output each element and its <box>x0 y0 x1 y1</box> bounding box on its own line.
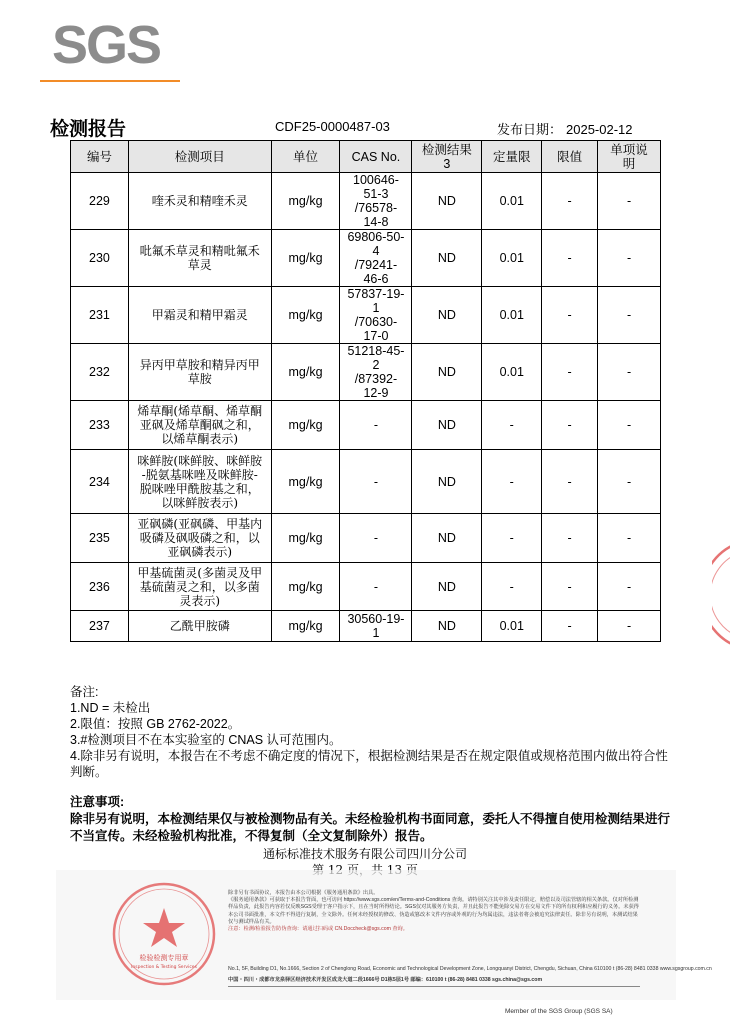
cell-loq: - <box>482 563 542 611</box>
cell-item: 甲霜灵和精甲霜灵 <box>128 287 271 344</box>
table-row <box>71 401 661 450</box>
notes-heading: 备注: <box>70 685 99 699</box>
cell-loq: 0.01 <box>482 173 542 230</box>
cell-result: ND <box>412 514 482 563</box>
logo-underline <box>40 80 180 82</box>
cell-cas: - <box>340 514 412 563</box>
cell-no: 230 <box>71 230 129 287</box>
cell-note: - <box>598 287 661 344</box>
footer-address-cn: 中国・四川・成都市龙泉驿区经济技术开发区成龙大道二段1666号 D1栋5层1号 邮编：610100 t (86-28) 8481 0338 sgs.china@sgs.com <box>228 977 543 983</box>
cell-unit: mg/kg <box>271 287 340 344</box>
col-no-header: 编号 <box>71 141 129 173</box>
sgs-logo <box>52 15 170 82</box>
cell-loq: - <box>482 450 542 514</box>
cell-item: 烯草酮(烯草酮、烯草酮 亚砜及烯草酮砜之和， 以烯草酮表示) <box>128 401 271 450</box>
cell-cas: 30560-19- 1 <box>340 611 412 642</box>
cell-loq: 0.01 <box>482 344 542 401</box>
edge-seal-fragment <box>712 540 730 650</box>
table-row <box>71 173 661 230</box>
cell-no: 233 <box>71 401 129 450</box>
cell-loq: 0.01 <box>482 287 542 344</box>
cell-item: 乙酰甲胺磷 <box>128 611 271 642</box>
cell-result: ND <box>412 401 482 450</box>
cell-unit: mg/kg <box>271 514 340 563</box>
col-limit-header: 限值 <box>542 141 598 173</box>
footer-address-en: No.1, 5F, Building D1, No.1666, Section 2 of Chenglong Road, Economic and Technological Development Zone, Longquanyi District, Chengdu, Sichuan, China 610100 t (86-28) 8481 0338 www.sgsgroup.com.cn <box>228 966 712 972</box>
attention-section <box>70 794 670 845</box>
cell-loq: 0.01 <box>482 230 542 287</box>
issue-date <box>497 119 633 139</box>
col-unit-header: 单位 <box>271 141 340 173</box>
cell-unit: mg/kg <box>271 611 340 642</box>
cell-cas: 57837-19- 1 /70630- 17-0 <box>340 287 412 344</box>
cell-limit: - <box>542 450 598 514</box>
attention-text: 除非另有说明，本检测结果仅与被检测物品有关。未经检验机构书面同意，委托人不得擅自使用检测结果进行不当宣传。未经检验机构批准，不得复制（全文复制除外）报告。 <box>70 812 671 843</box>
footer-divider <box>228 986 640 987</box>
seal-text: 检验检测专用章 <box>139 954 189 962</box>
cell-loq: 0.01 <box>482 611 542 642</box>
cell-note: - <box>598 230 661 287</box>
cell-cas: - <box>340 450 412 514</box>
footer-terms <box>228 890 640 933</box>
cell-cas: - <box>340 563 412 611</box>
table-row <box>71 230 661 287</box>
table-row <box>71 344 661 401</box>
table-row <box>71 450 661 514</box>
cell-limit: - <box>542 287 598 344</box>
cell-note: - <box>598 450 661 514</box>
cell-limit: - <box>542 173 598 230</box>
col-cas-header: CAS No. <box>340 141 412 173</box>
cell-limit: - <box>542 611 598 642</box>
cell-limit: - <box>542 344 598 401</box>
cell-no: 229 <box>71 173 129 230</box>
cell-note: - <box>598 563 661 611</box>
col-item-header: 检测项目 <box>128 141 271 173</box>
col-result-header: 检测结果 3 <box>412 141 482 173</box>
attention-heading: 注意事项: <box>70 795 125 809</box>
col-loq-header: 定量限 <box>482 141 542 173</box>
report-title: 检测报告 <box>50 119 127 140</box>
company-name: 通标标准技术服务有限公司四川分公司 <box>262 847 467 861</box>
cell-item: 甲基硫菌灵(多菌灵及甲 基硫菌灵之和，以多菌 灵表示) <box>128 563 271 611</box>
table-row <box>71 287 661 344</box>
table-row <box>71 563 661 611</box>
cell-no: 236 <box>71 563 129 611</box>
results-table <box>70 140 661 642</box>
cell-loq: - <box>482 401 542 450</box>
cell-limit: - <box>542 514 598 563</box>
cell-result: ND <box>412 344 482 401</box>
cell-no: 231 <box>71 287 129 344</box>
table-body <box>71 173 661 642</box>
cell-result: ND <box>412 173 482 230</box>
cell-unit: mg/kg <box>271 344 340 401</box>
cell-cas: 51218-45- 2 /87392- 12-9 <box>340 344 412 401</box>
cell-limit: - <box>542 230 598 287</box>
footer-line-3: 注意：检测/检验报告防伪查询：请通过扫码或 CN.Doccheck@sgs.com 查询。 <box>228 926 408 933</box>
note-line-2: 2.限值：按照 GB 2762-2022。 <box>70 717 241 731</box>
date-label: 发布日期： <box>497 122 563 137</box>
cell-no: 234 <box>71 450 129 514</box>
cell-cas: 100646- 51-3 /76578- 14-8 <box>340 173 412 230</box>
cell-item: 喹禾灵和精喹禾灵 <box>128 173 271 230</box>
cell-item: 咪鲜胺(咪鲜胺、咪鲜胺 -脱氨基咪唑及咪鲜胺- 脱咪唑甲酰胺基之和， 以咪鲜胺表示) <box>128 450 271 514</box>
cell-result: ND <box>412 287 482 344</box>
cell-note: - <box>598 401 661 450</box>
col-note-header: 单项说 明 <box>598 141 661 173</box>
seal-subtext: Inspection & Testing Services <box>131 965 197 970</box>
report-number: CDF25-0000487-03 <box>275 119 390 134</box>
company-seal <box>110 880 218 988</box>
cell-note: - <box>598 173 661 230</box>
cell-unit: mg/kg <box>271 401 340 450</box>
date-value: 2025-02-12 <box>566 122 633 137</box>
table-header-row <box>71 141 661 173</box>
cell-no: 232 <box>71 344 129 401</box>
cell-unit: mg/kg <box>271 173 340 230</box>
note-line-3: 3.#检测项目不在本实验室的 CNAS 认可范围内。 <box>70 733 342 747</box>
cell-unit: mg/kg <box>271 563 340 611</box>
logo-text: SGS <box>52 15 161 75</box>
cell-result: ND <box>412 611 482 642</box>
table-row <box>71 611 661 642</box>
cell-loq: - <box>482 514 542 563</box>
cell-result: ND <box>412 563 482 611</box>
cell-note: - <box>598 514 661 563</box>
cell-limit: - <box>542 563 598 611</box>
footer-line-2: 《服务通用条款》可获取于本报告背面，也可访问 https://www.sgs.com/en/Terms-and-Conditions 查询。请特别关注其中涉及责任限定、赔偿以及司法管辖的相关条款。仅对所检测样品负责，此报告内容若仅反映SGS受理于客户指示下，且在当时所得结论。SGS仅对其服务方负责，并且此报告不能免除交易方在交易文件下的所有权利和应履行的义务。未获得本公司书面批准，本文件不得进行复制，全文除外。任何未经授权的修改、伪造或篡改本文件内容或外观的行为均属违法，违法者将会被追究法律责任。除非另有说明，本测试结果仅与测试样品有关。 <box>228 897 639 925</box>
cell-cas: 69806-50- 4 /79241- 46-6 <box>340 230 412 287</box>
notes-section <box>70 684 670 780</box>
sgs-member-text: Member of the SGS Group (SGS SA) <box>505 1008 613 1015</box>
note-line-1: 1.ND = 未检出 <box>70 701 151 715</box>
cell-note: - <box>598 344 661 401</box>
note-line-4: 4.除非另有说明，本报告在不考虑不确定度的情况下，根据检测结果是否在规定限值或规格范围内做出符合性判断。 <box>70 749 668 779</box>
cell-no: 237 <box>71 611 129 642</box>
cell-note: - <box>598 611 661 642</box>
cell-no: 235 <box>71 514 129 563</box>
table-row <box>71 514 661 563</box>
footer-line-1: 除非另有书面协议，本报告由本公司根据《服务通用条款》出具。 <box>228 890 379 896</box>
cell-unit: mg/kg <box>271 230 340 287</box>
cell-result: ND <box>412 230 482 287</box>
cell-unit: mg/kg <box>271 450 340 514</box>
cell-item: 异丙甲草胺和精异丙甲 草胺 <box>128 344 271 401</box>
cell-limit: - <box>542 401 598 450</box>
cell-item: 吡氟禾草灵和精吡氟禾 草灵 <box>128 230 271 287</box>
cell-cas: - <box>340 401 412 450</box>
cell-item: 亚砜磷(亚砜磷、甲基内 吸磷及砜吸磷之和，以 亚砜磷表示) <box>128 514 271 563</box>
cell-result: ND <box>412 450 482 514</box>
